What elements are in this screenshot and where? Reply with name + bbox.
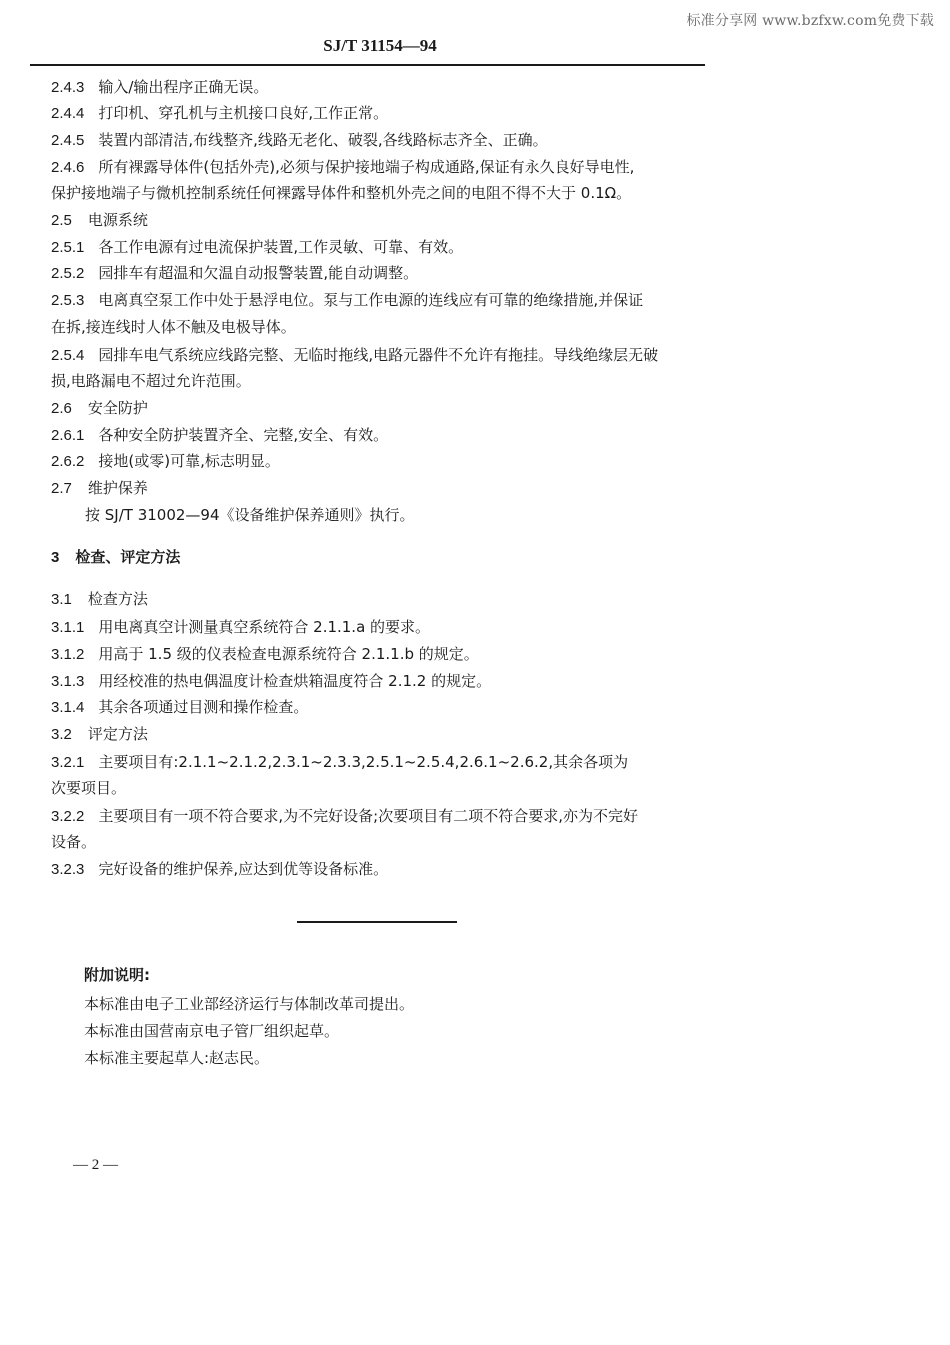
- clause-3-2-1: [51, 751, 628, 774]
- chapter-3-heading: [51, 546, 180, 569]
- clause-text: 打印机、穿孔机与主机接口良好,工作正常。: [98, 104, 389, 122]
- clause-text: 在拆,接连线时人体不触及电极导体。: [51, 318, 296, 336]
- clause-number: 2.5.4: [51, 347, 85, 364]
- notes-line: 本标准由国营南京电子管厂组织起草。: [84, 1022, 340, 1040]
- section-title: 评定方法: [87, 725, 148, 743]
- notes-line: 本标准主要起草人:赵志民。: [84, 1049, 270, 1067]
- clause-2-4-6: [51, 156, 634, 179]
- clause-text: 主要项目有一项不符合要求,为不完好设备;次要项目有二项不符合要求,亦为不完好: [98, 807, 638, 825]
- clause-number: 3.2.3: [51, 861, 85, 878]
- clause-number: 3.1.3: [51, 673, 85, 690]
- clause-number: 2.6.1: [51, 427, 85, 444]
- clause-2-5-3-cont: [51, 316, 296, 338]
- end-separator-rule: [297, 921, 457, 923]
- clause-text: 其余各项通过目测和操作检查。: [98, 698, 309, 716]
- clause-2-6-2: [51, 450, 280, 473]
- clause-text: 按 SJ/T 31002—94《设备维护保养通则》执行。: [85, 506, 415, 524]
- clause-2-5-3: [51, 289, 643, 312]
- section-number: 2.6: [51, 400, 72, 417]
- section-title: 电源系统: [87, 211, 148, 229]
- section-title: 维护保养: [87, 479, 148, 497]
- clause-3-2-1-cont: [51, 777, 126, 799]
- clause-text: 次要项目。: [51, 779, 127, 797]
- clause-number: 3.1.4: [51, 699, 85, 716]
- clause-text: 主要项目有:2.1.1~2.1.2,2.3.1~2.3.3,2.5.1~2.5.4,2.6.1~2.6.2,其余各项为: [98, 753, 629, 771]
- chapter-title: 检查、评定方法: [75, 548, 181, 566]
- notes-title: 附加说明:: [84, 966, 150, 984]
- clause-text: 电离真空泵工作中处于悬浮电位。泵与工作电源的连线应有可靠的绝缘措施,并保证: [98, 291, 644, 309]
- section-2-6: [51, 397, 148, 420]
- clause-number: 3.2.2: [51, 808, 85, 825]
- clause-text: 保护接地端子与微机控制系统任何裸露导体件和整机外壳之间的电阻不得不大于 0.1Ω。: [51, 184, 632, 202]
- clause-number: 2.4.3: [51, 79, 85, 96]
- clause-text: 用电离真空计测量真空系统符合 2.1.1.a 的要求。: [98, 618, 431, 636]
- page-number: — 2 —: [73, 1157, 118, 1173]
- section-number: 3.2: [51, 726, 72, 743]
- clause-2-4-5: [51, 129, 548, 152]
- clause-2-4-3: [51, 76, 268, 99]
- clause-2-7-text: [85, 504, 415, 526]
- clause-3-1-4: [51, 696, 308, 719]
- clause-text: 各种安全防护装置齐全、完整,安全、有效。: [98, 426, 389, 444]
- section-3-1: [51, 588, 148, 611]
- clause-3-2-2: [51, 805, 638, 828]
- clause-number: 2.6.2: [51, 453, 85, 470]
- clause-2-4-6-cont: [51, 182, 631, 204]
- clause-2-5-2: [51, 262, 418, 285]
- section-number: 2.7: [51, 480, 72, 497]
- clause-text: 所有裸露导体件(包括外壳),必须与保护接地端子构成通路,保证有永久良好导电性,: [98, 158, 635, 176]
- clause-number: 3.1.1: [51, 619, 85, 636]
- clause-number: 3.1.2: [51, 646, 85, 663]
- clause-text: 用高于 1.5 级的仪表检查电源系统符合 2.1.1.b 的规定。: [98, 645, 479, 663]
- section-2-5: [51, 209, 148, 232]
- clause-text: 园排车电气系统应线路完整、无临时拖线,电路元器件不允许有拖挂。导线绝缘层无破: [98, 346, 659, 364]
- clause-text: 用经校准的热电偶温度计检查烘箱温度符合 2.1.2 的规定。: [98, 672, 492, 690]
- clause-text: 完好设备的维护保养,应达到优等设备标准。: [98, 860, 389, 878]
- clause-3-1-1: [51, 616, 430, 639]
- section-title: 检查方法: [87, 590, 148, 608]
- clause-2-5-4-cont: [51, 370, 251, 392]
- clause-number: 2.5.3: [51, 292, 85, 309]
- notes-line: 本标准由电子工业部经济运行与体制改革司提出。: [84, 995, 415, 1013]
- clause-2-6-1: [51, 424, 388, 447]
- clause-3-1-2: [51, 643, 479, 666]
- clause-number: 2.4.6: [51, 159, 85, 176]
- clause-number: 2.5.1: [51, 239, 85, 256]
- clause-2-4-4: [51, 102, 388, 125]
- clause-number: 2.4.5: [51, 132, 85, 149]
- clause-text: 损,电路漏电不超过允许范围。: [51, 372, 251, 390]
- standard-code-header: SJ/T 31154—94: [323, 36, 437, 55]
- section-2-7: [51, 477, 148, 500]
- clause-text: 园排车有超温和欠温自动报警装置,能自动调整。: [98, 264, 419, 282]
- header-rule: [30, 64, 705, 66]
- section-3-2: [51, 723, 148, 746]
- additional-notes: [84, 964, 415, 1067]
- clause-2-5-1: [51, 236, 463, 259]
- section-number: 3.1: [51, 591, 72, 608]
- clause-text: 接地(或零)可靠,标志明显。: [98, 452, 280, 470]
- chapter-number: 3: [51, 549, 60, 566]
- clause-text: 输入/输出程序正确无误。: [98, 78, 269, 96]
- clause-3-1-3: [51, 670, 491, 693]
- clause-3-2-2-cont: [51, 831, 96, 853]
- clause-2-5-4: [51, 344, 658, 367]
- section-title: 安全防护: [87, 399, 148, 417]
- clause-number: 2.4.4: [51, 105, 85, 122]
- clause-text: 装置内部清洁,布线整齐,线路无老化、破裂,各线路标志齐全、正确。: [98, 131, 548, 149]
- section-number: 2.5: [51, 212, 72, 229]
- clause-3-2-3: [51, 858, 388, 881]
- clause-text: 设备。: [51, 833, 97, 851]
- clause-number: 2.5.2: [51, 265, 85, 282]
- watermark: 标准分享网 www.bzfxw.com免费下载: [686, 13, 934, 29]
- clause-text: 各工作电源有过电流保护装置,工作灵敏、可靠、有效。: [98, 238, 464, 256]
- clause-number: 3.2.1: [51, 754, 85, 771]
